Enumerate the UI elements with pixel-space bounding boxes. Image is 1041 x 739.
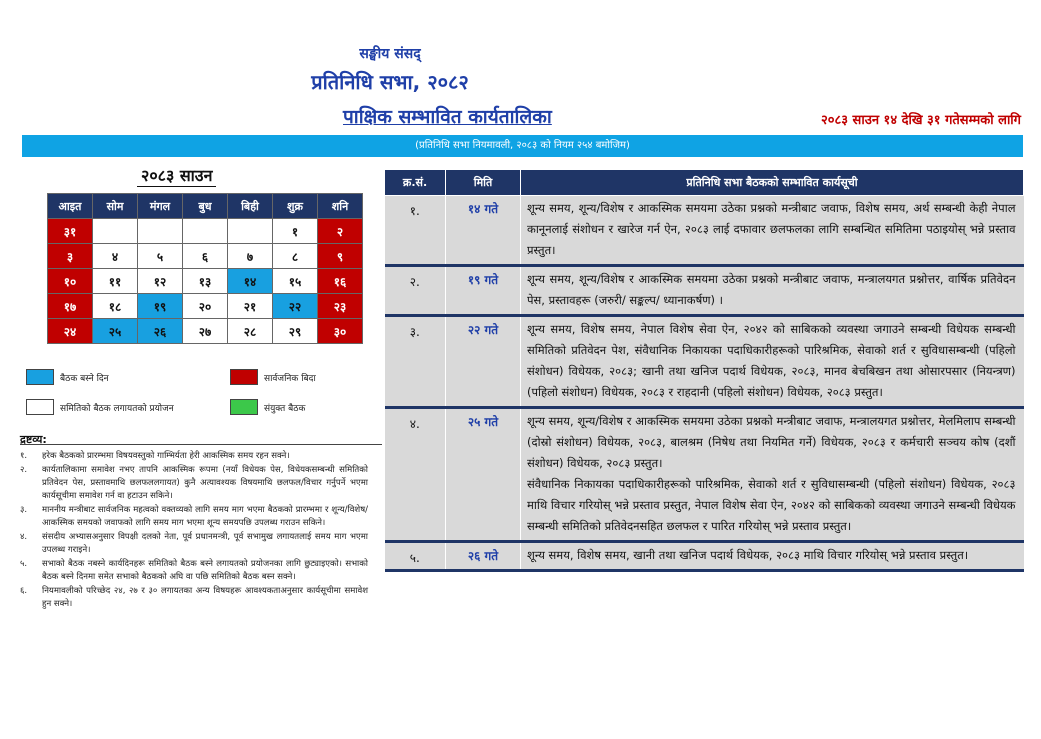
legend-label: संयुक्त बैठक: [264, 403, 306, 414]
legend-swatch-red: [230, 369, 258, 385]
note-item: [20, 450, 368, 463]
calendar-day: ११: [93, 269, 138, 294]
legend-meeting-day: [26, 369, 109, 385]
agenda-item: शून्य समय, शून्य/विशेष र आकस्मिक समयमा उठेका प्रश्नको मन्त्रीबाट जवाफ, मन्त्रालयगत प्रश्नोत्तर, वार्षिक प्रतिवेदन पेस, प्रस्तावहरू (जरुरी/ सङ्कल्प/ ध्यानाकर्षण) ।: [527, 272, 1016, 307]
calendar-day: २७: [183, 319, 228, 344]
weekday-header: शुक्र: [273, 194, 318, 219]
calendar-day-holiday: ३१: [48, 219, 93, 244]
legend-label: समितिको बैठक लगायतको प्रयोजन: [60, 403, 174, 414]
calendar-day: ४: [93, 244, 138, 269]
calendar-day: २८: [228, 319, 273, 344]
calendar-day: १५: [273, 269, 318, 294]
note-number: ६.: [20, 586, 28, 596]
agenda-item: शून्य समय, विशेष समय, खानी तथा खनिज पदार्थ विधेयक, २०८३ माथि विचार गरियोस् भन्ने प्रस्ताव प्रस्तुत।: [527, 548, 969, 562]
legend-joint-meeting: [230, 399, 305, 415]
agenda-row: [385, 316, 1024, 408]
agenda-serial: ३.: [385, 316, 446, 408]
agenda-row: [385, 266, 1024, 316]
month-calendar: [47, 193, 363, 344]
legend-label: बैठक बस्ने दिन: [60, 373, 109, 384]
note-item: [20, 531, 368, 557]
calendar-day-holiday: १०: [48, 269, 93, 294]
calendar-day: ५: [138, 244, 183, 269]
weekday-header: शनि: [318, 194, 363, 219]
note-text: कार्यतालिकामा समावेश नभए तापनि आकस्मिक रूपमा (नयाँ विधेयक पेस, विधेयकसम्बन्धी समितिको प्रतिवेदन पेस, प्रस्तावमाथि छलफललगायत) कुनै अत्यावश्यक विषयमाथि छलफल/विचार गर्नुपर्ने भएमा कार्यसूचीमा समावेश गर्न वा हटाउन सकिने।: [42, 465, 368, 501]
agenda-table: [384, 169, 1024, 572]
schedule-title: पाक्षिक सम्भावित कार्यतालिका: [343, 106, 552, 128]
calendar-title: २०८३ साउन: [137, 164, 216, 187]
calendar-day-holiday: ९: [318, 244, 363, 269]
agenda-date: १४ गते: [446, 196, 521, 266]
note-text: सभाको बैठक नबस्ने कार्यदिनहरू समितिको बैठक बस्ने लगायतको प्रयोजनका लागि छुट्याइएको। सभाको बैठक बस्ने दिनमा समेत सभाको बैठकको अघि वा पछि समितिको बैठक बस्न सक्ने।: [42, 559, 368, 582]
agenda-serial: १.: [385, 196, 446, 266]
calendar-day-holiday: १७: [48, 294, 93, 319]
weekday-header: मंगल: [138, 194, 183, 219]
note-number: ३.: [20, 505, 28, 515]
note-text: नियमावलीको परिच्छेद २४, २७ र ३० लगायतका अन्य विषयहरू आवश्यकताअनुसार कार्यसूचीमा समावेश हुन सक्ने।: [42, 586, 368, 609]
agenda-item: शून्य समय, विशेष समय, नेपाल विशेष सेवा ऐन, २०४२ को साबिकको व्यवस्था जगाउने सम्बन्धी विधेयक सम्बन्धी समितिको प्रतिवेदन पेश, संवैधानिक निकायका पदाधिकारीहरूको पारिश्रमिक, सेवाको शर्त र सुविधासम्बन्धी (पहिलो संशोधन) विधेयक, २०८३; खानी तथा खनिज पदार्थ विधेयक, २०८३, मानव बेचबिखन तथा ओसारपसार (नियन्त्रण) (पहिलो संशोधन) विधेयक, २०८३ र राहदानी (पहिलो संशोधन) विधेयक, २०८३ प्रस्तुत।: [527, 322, 1016, 399]
calendar-day: ६: [183, 244, 228, 269]
note-number: ५.: [20, 559, 28, 569]
note-item: [20, 585, 368, 611]
calendar-day: १२: [138, 269, 183, 294]
calendar-day: १३: [183, 269, 228, 294]
agenda-item: संवैधानिक निकायका पदाधिकारीहरूको पारिश्रमिक, सेवाको शर्त र सुविधासम्बन्धी (पहिलो संशोधन) विधेयक, २०८३ माथि विचार गरियोस् भन्ने प्रस्ताव प्रस्तुत, नेपाल विशेष सेवा ऐन, २०४२ को साबिकको व्यवस्था जगाउने सम्बन्धी विधेयक सम्बन्धी समितिको प्रतिवेदनसहित छलफल र पारित गरियोस् भन्ने प्रस्ताव प्रस्तुत।: [527, 477, 1016, 533]
calendar-day-empty: [228, 219, 273, 244]
agenda-text: [521, 266, 1024, 316]
agenda-row: [385, 408, 1024, 542]
weekday-header: सोम: [93, 194, 138, 219]
calendar-day-empty: [138, 219, 183, 244]
calendar-day: २०: [183, 294, 228, 319]
agenda-item: शून्य समय, शून्य/विशेष र आकस्मिक समयमा उठेका प्रश्नको मन्त्रीबाट जवाफ, विशेष समय, अर्थ सम्बन्धी केही नेपाल कानूनलाई संशोधन र खारेज गर्न ऐन, २०८३ लाई दफावार छलफलका लागि सम्बन्धित समितिमा पठाइयोस् भन्ने प्रस्ताव प्रस्तुत।: [527, 201, 1016, 257]
date-range: २०८३ साउन १४ देखि ३१ गतेसम्मको लागि: [820, 113, 1021, 128]
weekday-header: आइत: [48, 194, 93, 219]
note-text: माननीय मन्त्रीबाट सार्वजनिक महत्वको वक्तव्यको लागि समय माग भएमा बैठकको प्रारम्भमा र शून्य/विशेष/आकस्मिक समयको जवाफको लागि समय माग भएमा शून्य समयपछि उपलब्ध गराउन सकिने।: [42, 505, 368, 528]
agenda-date: २२ गते: [446, 316, 521, 408]
agenda-header-agenda: प्रतिनिधि सभा बैठकको सम्भावित कार्यसूची: [521, 170, 1024, 196]
legend-committee-use: [26, 399, 174, 415]
note-number: २.: [20, 465, 28, 475]
weekday-header: बुध: [183, 194, 228, 219]
agenda-serial: ५.: [385, 542, 446, 571]
calendar-day-holiday: ३०: [318, 319, 363, 344]
agenda-text: [521, 196, 1024, 266]
note-text: संसदीय अभ्यासअनुसार विपक्षी दलको नेता, पूर्व प्रधानमन्त्री, पूर्व सभामुख लगायतलाई समय माग भएमा उपलब्ध गराइने।: [42, 532, 368, 555]
legend-label: सार्वजनिक बिदा: [264, 373, 316, 384]
note-item: [20, 464, 368, 503]
calendar-day: २१: [228, 294, 273, 319]
note-number: १.: [20, 451, 28, 461]
calendar-day-meeting: २२: [273, 294, 318, 319]
calendar-day-meeting: २६: [138, 319, 183, 344]
calendar-day-empty: [183, 219, 228, 244]
agenda-text: [521, 408, 1024, 542]
note-number: ४.: [20, 532, 28, 542]
notes-divider: [20, 444, 382, 445]
calendar-day-holiday: ३: [48, 244, 93, 269]
calendar-day-holiday: २४: [48, 319, 93, 344]
calendar-weekday-row: [48, 194, 363, 219]
calendar-week-row: [48, 219, 363, 244]
agenda-text: [521, 316, 1024, 408]
calendar-day-meeting: १९: [138, 294, 183, 319]
agenda-row: [385, 542, 1024, 571]
agenda-item: शून्य समय, शून्य/विशेष र आकस्मिक समयमा उठेका प्रश्नको मन्त्रीबाट जवाफ, मन्त्रालयगत प्रश्नोत्तर, मेलमिलाप सम्बन्धी (दोस्रो संशोधन) विधेयक, २०८३, बालश्रम (निषेध तथा नियमित गर्ने) विधेयक, २०८३ र कर्मचारी सञ्चय कोष (दशौं संशोधन) विधेयक, २०८३ प्रस्तुत।: [527, 414, 1016, 470]
agenda-header-date: मिति: [446, 170, 521, 196]
calendar-day-holiday: १६: [318, 269, 363, 294]
agenda-text: [521, 542, 1024, 571]
agenda-header-row: [385, 170, 1024, 196]
agenda-date: १९ गते: [446, 266, 521, 316]
agenda-row: [385, 196, 1024, 266]
calendar-week-row: [48, 269, 363, 294]
agenda-serial: ४.: [385, 408, 446, 542]
note-item: [20, 558, 368, 584]
house-title: प्रतिनिधि सभा, २०८२: [311, 70, 469, 94]
note-text: हरेक बैठकको प्रारम्भमा विषयवस्तुको गाम्भिर्यता हेरी आकस्मिक समय रहन सक्ने।: [42, 451, 290, 461]
agenda-serial: २.: [385, 266, 446, 316]
note-item: [20, 504, 368, 530]
legend-public-holiday: [230, 369, 316, 385]
rule-reference-banner: (प्रतिनिधि सभा नियमावली, २०८३ को नियम २५४ बमोजिम): [22, 135, 1023, 157]
agenda-date: २५ गते: [446, 408, 521, 542]
organization-name: सङ्घीय संसद्: [359, 46, 421, 62]
legend-swatch-green: [230, 399, 258, 415]
calendar-week-row: [48, 319, 363, 344]
calendar-day: १: [273, 219, 318, 244]
agenda-header-serial: क्र.सं.: [385, 170, 446, 196]
calendar-day-holiday: २: [318, 219, 363, 244]
calendar-day-empty: [93, 219, 138, 244]
legend-swatch-blue: [26, 369, 54, 385]
notes-title: द्रष्टव्य:: [20, 433, 47, 446]
calendar-week-row: [48, 294, 363, 319]
notes-list: [20, 450, 368, 612]
calendar-day: १८: [93, 294, 138, 319]
calendar-day-meeting: १४: [228, 269, 273, 294]
legend-swatch-white: [26, 399, 54, 415]
calendar-week-row: [48, 244, 363, 269]
calendar-day: २९: [273, 319, 318, 344]
calendar-day-holiday: २३: [318, 294, 363, 319]
weekday-header: बिही: [228, 194, 273, 219]
calendar-day: ७: [228, 244, 273, 269]
calendar-day: ८: [273, 244, 318, 269]
calendar-day-meeting: २५: [93, 319, 138, 344]
agenda-date: २६ गते: [446, 542, 521, 571]
